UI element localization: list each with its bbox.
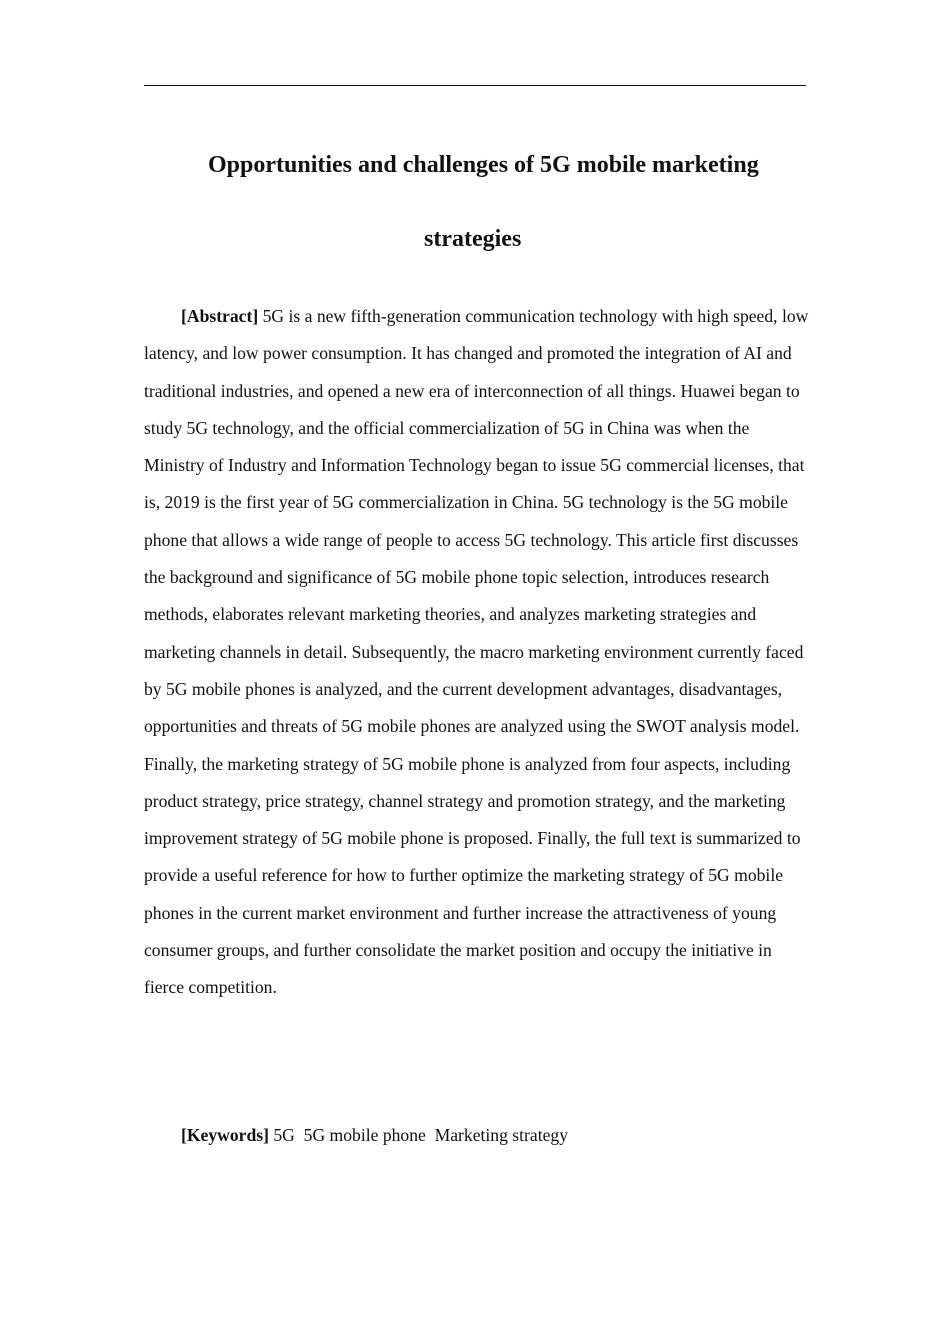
- paper-title-line-2: strategies: [424, 226, 522, 252]
- header-rule: [144, 85, 806, 86]
- keywords-text: 5G 5G mobile phone Marketing strategy: [268, 1125, 568, 1145]
- abstract-paragraph: [144, 298, 809, 1007]
- paper-title-line-1: Opportunities and challenges of 5G mobile marketing: [208, 152, 759, 178]
- keywords-paragraph: [144, 1117, 809, 1154]
- abstract-text: 5G is a new fifth-generation communication technology with high speed, low latency, and low power consumption. It has changed and promoted the integration of AI and traditional industries, and opened a new era of interconnection of all things. Huawei began to study 5G technology, and the official commercialization of 5G in China was when the Ministry of Industry and Information Technology began to issue 5G commercial licenses, that is, 2019 is the first year of 5G commercialization in China. 5G technology is the 5G mobile phone that allows a wide range of people to access 5G technology. This article first discusses the background and significance of 5G mobile phone topic selection, introduces research methods, elaborates relevant marketing theories, and analyzes marketing strategies and marketing channels in detail. Subsequently, the macro marketing environment currently faced by 5G mobile phones is analyzed, and the current development advantages, disadvantages, opportunities and threats of 5G mobile phones are analyzed using the SWOT analysis model. Finally, the marketing strategy of 5G mobile phone is analyzed from four aspects, including product strategy, price strategy, channel strategy and promotion strategy, and the marketing improvement strategy of 5G mobile phone is proposed. Finally, the full text is summarized to provide a useful reference for how to further optimize the marketing strategy of 5G mobile phones in the current market environment and further increase the attractiveness of young consumer groups, and further consolidate the market position and occupy the initiative in fierce competition.: [144, 306, 809, 998]
- keywords-label: [Keywords]: [181, 1125, 269, 1145]
- abstract-label: [Abstract]: [181, 306, 259, 326]
